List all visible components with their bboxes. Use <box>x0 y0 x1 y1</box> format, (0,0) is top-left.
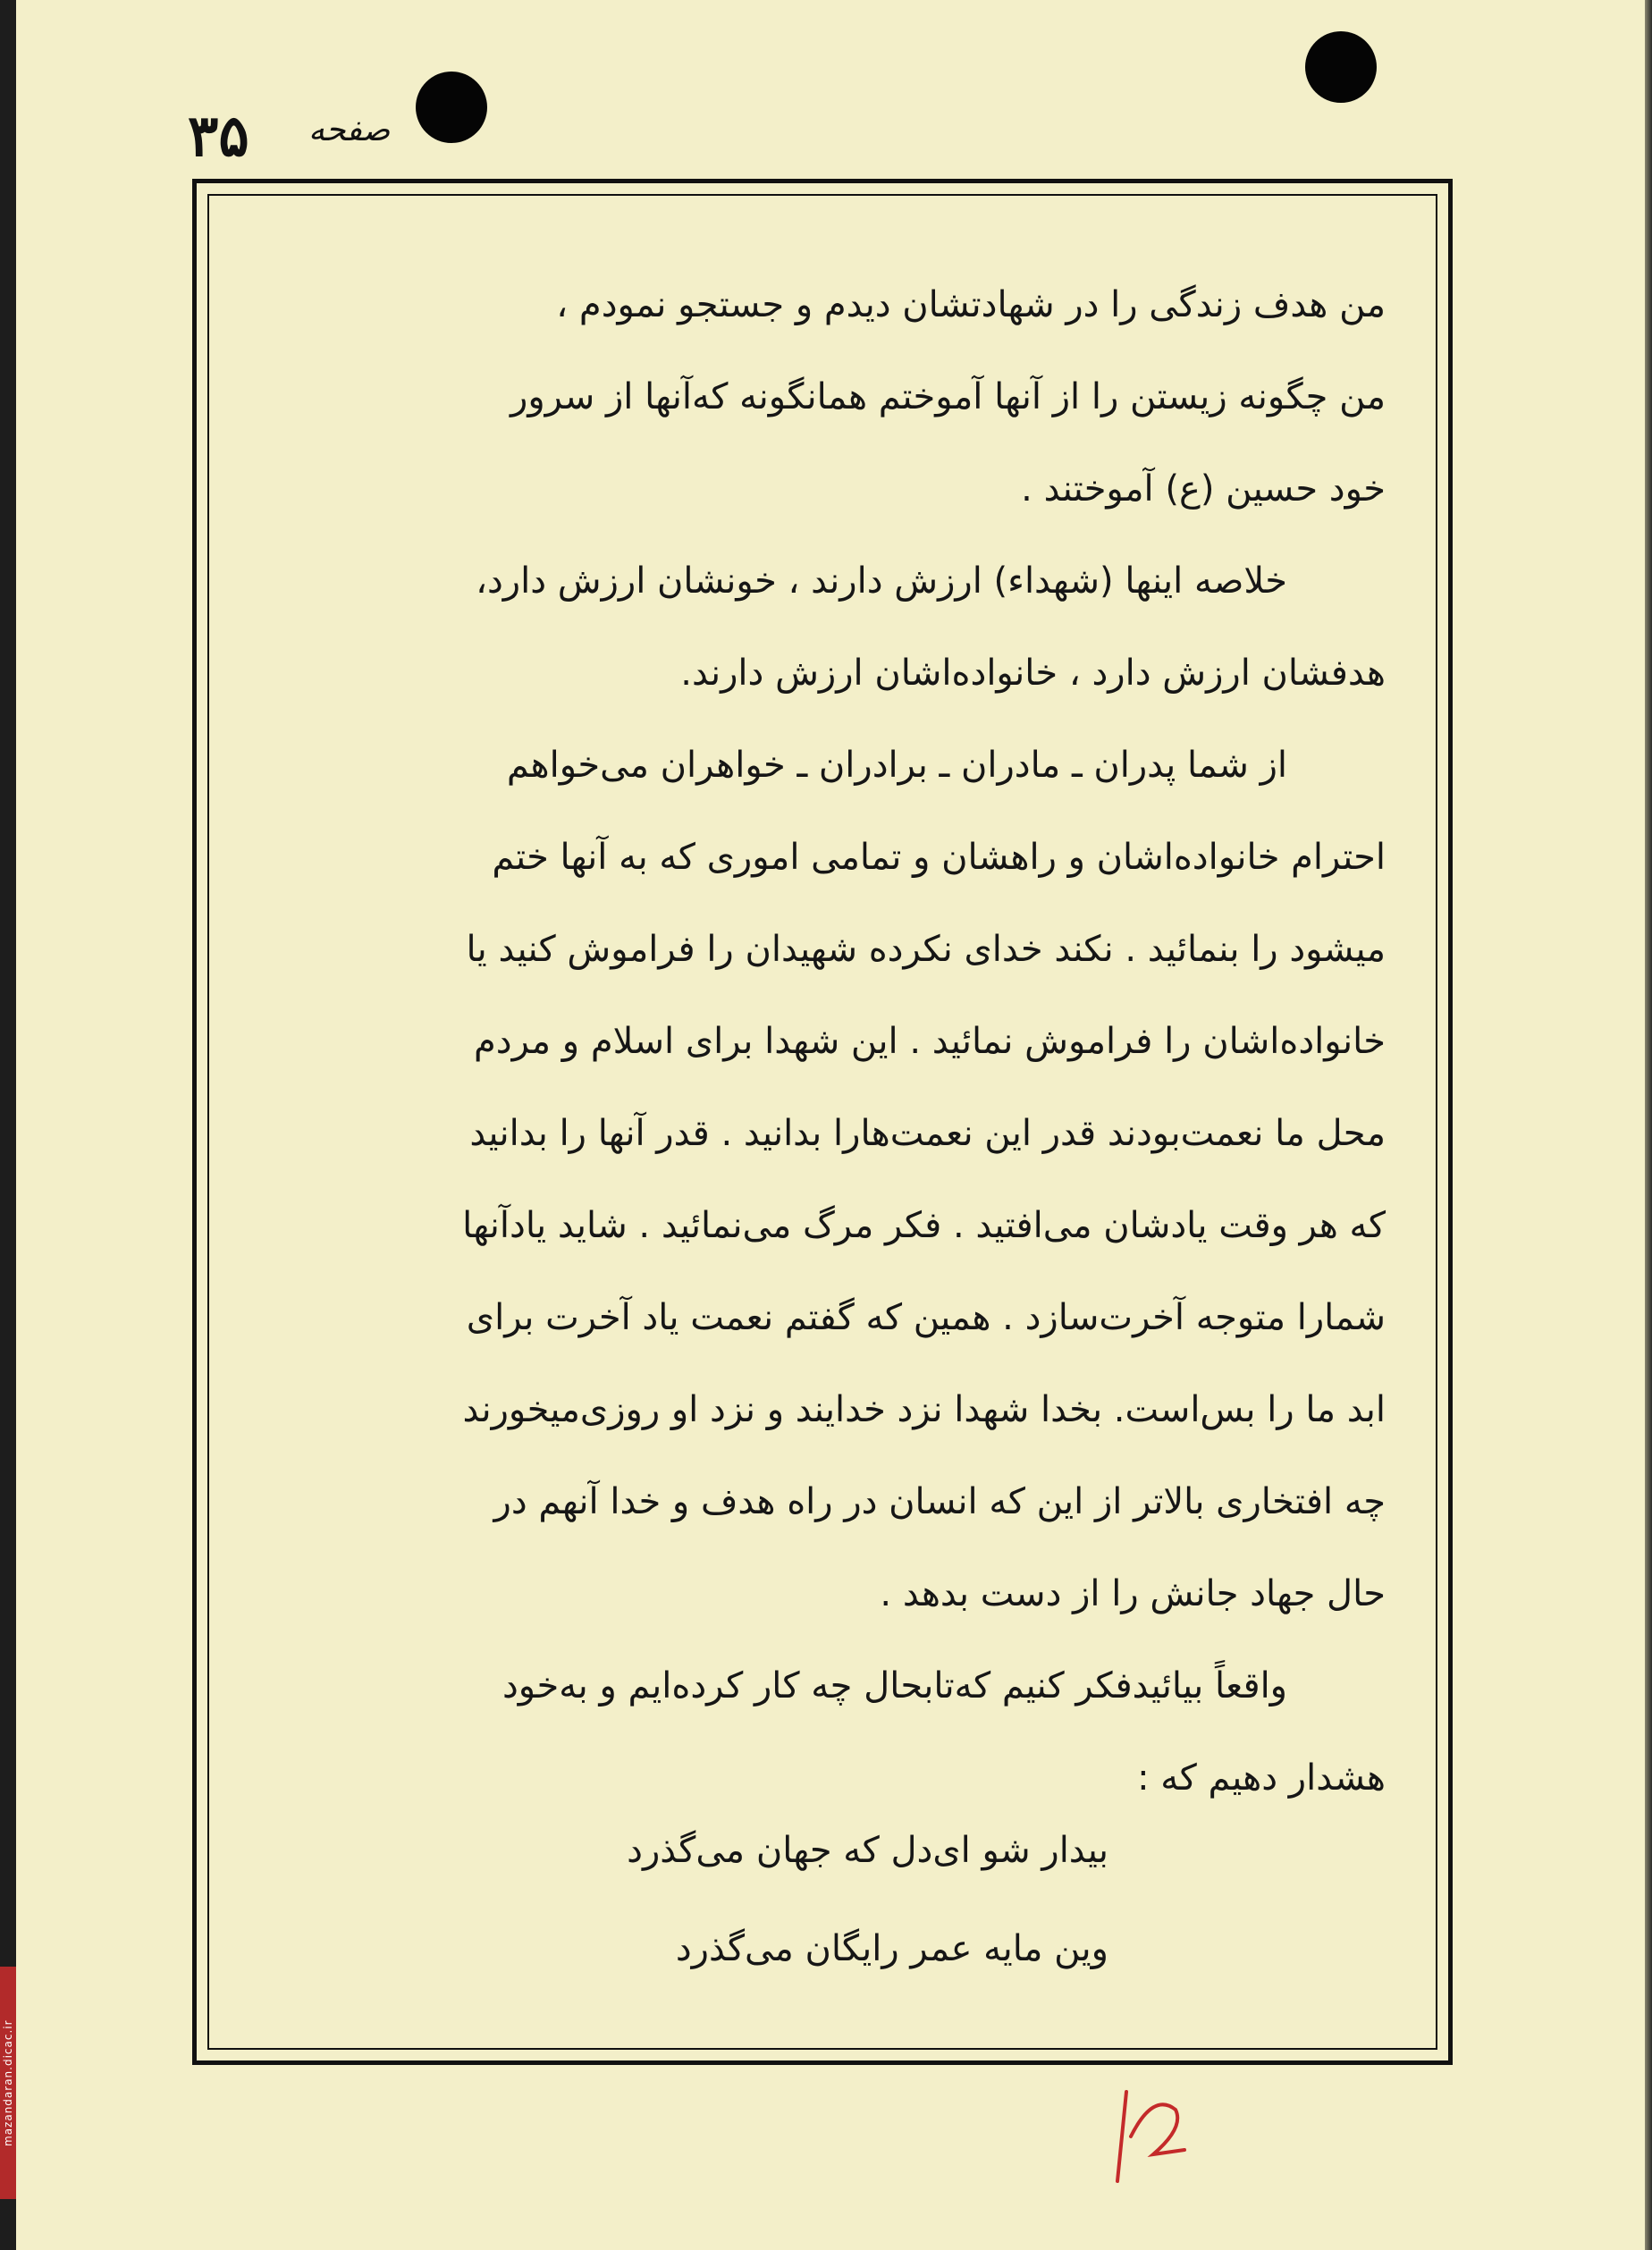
text-line: از شما پدران ـ مادران ـ برادران ـ خواهران می‌خواهم <box>506 745 1287 786</box>
poem-line-1: بیدار شو ای‌دل که جهان می‌گذرد <box>627 1830 1108 1871</box>
text-line: حال جهاد جانش را از دست بدهد . <box>880 1573 1386 1614</box>
body-text <box>223 259 1386 1824</box>
scan-edge-left <box>0 0 16 2250</box>
watermark-strip: mazandaran.dicac.ir <box>0 1967 16 2199</box>
punch-hole-left <box>416 72 487 143</box>
text-line: شمارا متوجه آخرت‌سازد . همین که گفتم نعمت یاد آخرت برای <box>466 1297 1386 1338</box>
poem-line-2: وین مایه عمر رایگان می‌گذرد <box>675 1928 1108 1969</box>
text-line: خانواده‌اشان را فراموش نمائید . این شهدا برای اسلام و مردم <box>474 1021 1386 1062</box>
scan-edge-right <box>1645 0 1652 2250</box>
text-line: خود حسین (ع) آموختند . <box>1021 468 1386 510</box>
text-line: میشود را بنمائید . نکند خدای نکرده شهیدان را فراموش کنید یا <box>466 929 1386 970</box>
text-line: من هدف زندگی را در شهادتشان دیدم و جستجو نمودم ، <box>556 284 1386 325</box>
text-line: ابد ما را بس‌است. بخدا شهدا نزد خدایند و نزد او روزی‌میخورند <box>462 1389 1386 1430</box>
page-label: صفحه <box>308 112 391 148</box>
red-handwritten-mark <box>1100 2056 1198 2190</box>
text-line: محل ما نعمت‌بودند قدر این نعمت‌هارا بدانید . قدر آنها را بدانید <box>469 1113 1386 1154</box>
text-line: من چگونه زیستن را از آنها آموختم همانگونه که‌آنها از سرور <box>510 376 1386 417</box>
text-line: هدفشان ارزش دارد ، خانواده‌اشان ارزش دارند. <box>680 653 1386 694</box>
punch-hole-right <box>1305 31 1377 103</box>
text-line: چه افتخاری بالاتر از این که انسان در راه هدف و خدا آنهم در <box>493 1481 1386 1522</box>
text-line: واقعاً بیائیدفکر کنیم که‌تابحال چه کار کرده‌ایم و به‌خود <box>502 1665 1287 1706</box>
text-line: که هر وقت یادشان می‌افتید . فکر مرگ می‌نمائید . شاید یادآنها <box>462 1205 1386 1246</box>
page-number: ۳۵ <box>188 103 249 170</box>
text-line: هشدار دهیم که : <box>1137 1757 1386 1799</box>
poem <box>340 1801 1108 1998</box>
text-line: خلاصه اینها (شهداء) ارزش دارند ، خونشان ارزش دارد، <box>476 560 1287 602</box>
text-line: احترام خانواده‌اشان و راهشان و تمامی اموری که به آنها ختم <box>492 837 1386 878</box>
